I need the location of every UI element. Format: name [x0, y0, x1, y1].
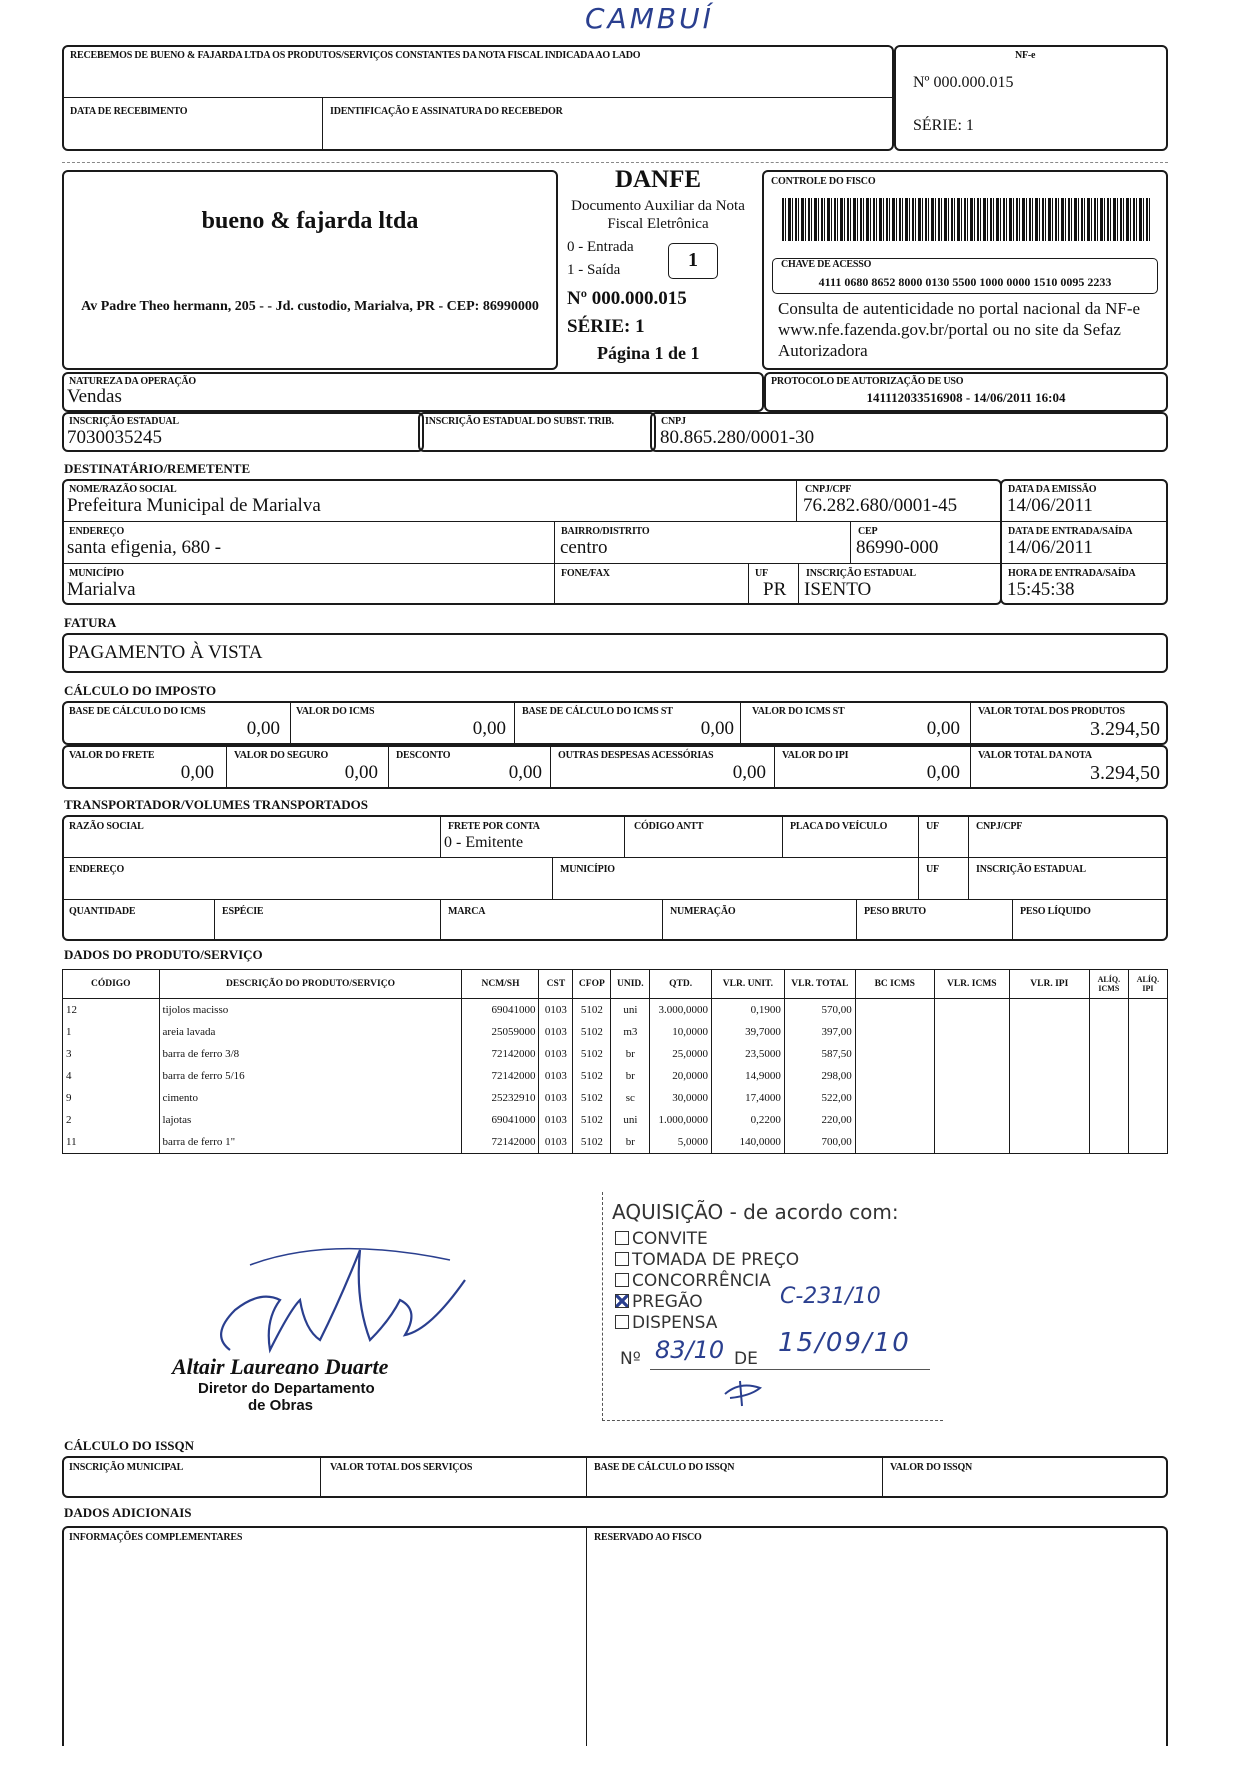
carrier-address-label: ENDEREÇO [69, 864, 125, 875]
recipient-name-label: NOME/RAZÃO SOCIAL [69, 484, 177, 495]
table-row [63, 1131, 1168, 1154]
col-ncm: NCM/SH [462, 970, 539, 999]
volume-species-label: ESPÉCIE [222, 906, 264, 917]
cell-description: areia lavada [159, 1021, 462, 1043]
stamp-dispensa-label: DISPENSA [632, 1313, 718, 1333]
cell-empty [1128, 1087, 1167, 1109]
stamp-number: 83/10 [655, 1336, 725, 1364]
cell-empty [934, 999, 1009, 1022]
access-key: 4111 0680 8652 8000 0130 5500 1000 0000 1510 0095 2233 [818, 275, 1112, 289]
cell-qty: 3.000,0000 [650, 999, 712, 1022]
cell-unit-price: 0,1900 [711, 999, 784, 1022]
transport-box [62, 815, 1168, 941]
receipt-series: SÉRIE: 1 [913, 117, 974, 134]
cell-cst: 0103 [539, 1131, 573, 1154]
ipi-value: 0,00 [926, 762, 960, 783]
recipient-address: santa efigenia, 680 - [67, 537, 222, 558]
products-table [62, 969, 1168, 1154]
carrier-uf2-label: UF [926, 864, 939, 875]
cell-empty [1089, 1131, 1128, 1154]
checkbox-concorrencia [615, 1273, 629, 1287]
signature-role-line1: Diretor do Departamento [198, 1380, 375, 1397]
icms-st-value-label: VALOR DO ICMS ST [752, 706, 845, 717]
col-vlr-icms: VLR. ICMS [934, 970, 1009, 999]
cell-empty [1089, 1065, 1128, 1087]
receipt-signature-label: IDENTIFICAÇÃO E ASSINATURA DO RECEBEDOR [330, 106, 563, 117]
icms-st-base-value: 0,00 [700, 718, 734, 739]
cell-total: 298,00 [784, 1065, 855, 1087]
carrier-name-label: RAZÃO SOCIAL [69, 821, 144, 832]
stamp-concorrencia-label: CONCORRÊNCIA [632, 1271, 771, 1291]
cell-empty [855, 1065, 934, 1087]
cell-unit: uni [611, 1109, 650, 1131]
icms-base-label: BASE DE CÁLCULO DO ICMS [69, 706, 206, 717]
ipi-label: VALOR DO IPI [782, 750, 849, 761]
invoice-total-value: 3.294,50 [1090, 762, 1160, 784]
recipient-ie-label: INSCRIÇÃO ESTADUAL [806, 568, 916, 579]
cell-empty [1009, 1131, 1089, 1154]
cell-cfop: 5102 [573, 999, 611, 1022]
recipient-section: DESTINATÁRIO/REMETENTE [64, 461, 251, 476]
recipient-name: Prefeitura Municipal de Marialva [67, 495, 321, 516]
complementary-info-label: INFORMAÇÕES COMPLEMENTARES [69, 1532, 243, 1543]
cell-total: 587,50 [784, 1043, 855, 1065]
col-cst: CST [539, 970, 573, 999]
cell-empty [1128, 1043, 1167, 1065]
cnpj-value: 80.865.280/0001-30 [660, 427, 815, 448]
cell-total: 570,00 [784, 999, 855, 1022]
cell-unit: sc [611, 1087, 650, 1109]
cell-empty [855, 1087, 934, 1109]
freight-by-label: FRETE POR CONTA [448, 821, 540, 832]
cell-cfop: 5102 [573, 1021, 611, 1043]
cell-qty: 5,0000 [650, 1131, 712, 1154]
volume-qty-label: QUANTIDADE [69, 906, 136, 917]
signature-scribble [190, 1240, 470, 1370]
checkbox-pregao-checked [615, 1294, 629, 1308]
cell-empty [855, 999, 934, 1022]
cell-total: 700,00 [784, 1131, 855, 1154]
nature-label: NATUREZA DA OPERAÇÃO [69, 376, 196, 387]
cell-cst: 0103 [539, 1021, 573, 1043]
danfe-exit: 1 - Saída [567, 262, 621, 278]
col-qty: QTD. [650, 970, 712, 999]
recipient-district-label: BAIRRO/DISTRITO [561, 526, 650, 537]
cell-unit: uni [611, 999, 650, 1022]
cell-total: 522,00 [784, 1087, 855, 1109]
discount-label: DESCONTO [396, 750, 451, 761]
danfe-page: Página 1 de 1 [597, 343, 700, 363]
net-weight-label: PESO LÍQUIDO [1020, 906, 1091, 917]
cell-cfop: 5102 [573, 1109, 611, 1131]
icms-value-label: VALOR DO ICMS [296, 706, 375, 717]
cell-total: 397,00 [784, 1021, 855, 1043]
stamp-option-convite [615, 1229, 708, 1249]
transport-section: TRANSPORTADOR/VOLUMES TRANSPORTADOS [64, 797, 369, 812]
cell-empty [934, 1043, 1009, 1065]
carrier-cnpj-label: CNPJ/CPF [976, 821, 1023, 832]
received-text: RECEBEMOS DE BUENO & FAJARDA LTDA OS PRODUTOS/SERVIÇOS CONSTANTES DA NOTA FISCAL INDICADA AO LADO [70, 50, 641, 61]
cell-cfop: 5102 [573, 1087, 611, 1109]
cell-ncm: 72142000 [462, 1065, 539, 1087]
entry-time: 15:45:38 [1007, 579, 1075, 600]
barcode [782, 198, 1152, 241]
ie-label: INSCRIÇÃO ESTADUAL [69, 416, 179, 427]
col-aliq-ipi: ALÍQ. IPI [1128, 970, 1167, 999]
carrier-city-label: MUNICÍPIO [560, 864, 615, 875]
cell-total: 220,00 [784, 1109, 855, 1131]
col-unit-price: VLR. UNIT. [711, 970, 784, 999]
services-total-label: VALOR TOTAL DOS SERVIÇOS [330, 1462, 473, 1473]
cell-ncm: 72142000 [462, 1131, 539, 1154]
danfe-entry: 0 - Entrada [567, 239, 634, 255]
cell-description: tijolos macisso [159, 999, 462, 1022]
icms-st-base-label: BASE DE CÁLCULO DO ICMS ST [522, 706, 673, 717]
recipient-uf: PR [763, 579, 787, 600]
col-cfop: CFOP [573, 970, 611, 999]
additional-section: DADOS ADICIONAIS [64, 1505, 192, 1520]
cell-empty [1009, 1109, 1089, 1131]
invoice-section: FATURA [64, 615, 117, 630]
cell-unit-price: 17,4000 [711, 1087, 784, 1109]
table-row [63, 1109, 1168, 1131]
cell-empty [1009, 1043, 1089, 1065]
cell-cst: 0103 [539, 1109, 573, 1131]
stamp-date: 15/09/10 [778, 1328, 911, 1358]
stamp-option-pregao [615, 1292, 703, 1312]
stamp-tomada-label: TOMADA DE PREÇO [632, 1250, 800, 1270]
cell-empty [1089, 1043, 1128, 1065]
stamp-convite-label: CONVITE [632, 1229, 708, 1249]
issqn-section: CÁLCULO DO ISSQN [64, 1438, 195, 1453]
entry-time-label: HORA DE ENTRADA/SAÍDA [1008, 568, 1136, 579]
cell-empty [1128, 1109, 1167, 1131]
volume-brand-label: MARCA [448, 906, 486, 917]
cell-unit-price: 14,9000 [711, 1065, 784, 1087]
nature-value: Vendas [67, 386, 122, 407]
recipient-city-label: MUNICÍPIO [69, 568, 124, 579]
table-row [63, 999, 1168, 1022]
table-row [63, 1043, 1168, 1065]
cell-unit: br [611, 1043, 650, 1065]
cell-qty: 25,0000 [650, 1043, 712, 1065]
cell-empty [855, 1021, 934, 1043]
cell-empty [855, 1131, 934, 1154]
receipt-number: Nº 000.000.015 [913, 74, 1014, 91]
entry-date: 14/06/2011 [1007, 537, 1093, 558]
carrier-ie-label: INSCRIÇÃO ESTADUAL [976, 864, 1086, 875]
cell-empty [934, 1131, 1009, 1154]
access-key-label: CHAVE DE ACESSO [781, 259, 872, 270]
product-rows [63, 999, 1168, 1154]
danfe-subtitle: Documento Auxiliar da Nota Fiscal Eletrônica [571, 198, 745, 232]
cell-empty [934, 1109, 1009, 1131]
cell-code: 12 [63, 999, 160, 1022]
recipient-cep-label: CEP [858, 526, 878, 537]
cell-empty [934, 1065, 1009, 1087]
pregao-handwritten-note: C-231/10 [780, 1284, 881, 1309]
ie-st-label: INSCRIÇÃO ESTADUAL DO SUBST. TRIB. [425, 416, 614, 427]
icms-base-value: 0,00 [246, 718, 280, 739]
cell-ncm: 69041000 [462, 1109, 539, 1131]
cell-code: 11 [63, 1131, 160, 1154]
checkbox-convite [615, 1231, 629, 1245]
issqn-value-label: VALOR DO ISSQN [890, 1462, 973, 1473]
issue-date-label: DATA DA EMISSÃO [1008, 484, 1097, 495]
cell-unit: br [611, 1131, 650, 1154]
signature-name: Altair Laureano Duarte [172, 1354, 389, 1379]
handwritten-location: CAMBUÍ [585, 2, 714, 35]
stamp-date-prefix: DE [734, 1349, 758, 1369]
cell-qty: 1.000,0000 [650, 1109, 712, 1131]
cell-cfop: 5102 [573, 1065, 611, 1087]
products-total-value: 3.294,50 [1090, 718, 1160, 740]
carrier-uf-label: UF [926, 821, 939, 832]
cell-description: lajotas [159, 1109, 462, 1131]
cell-empty [1128, 1021, 1167, 1043]
recipient-ie: ISENTO [804, 579, 872, 600]
invoice-payment: PAGAMENTO À VISTA [68, 642, 263, 663]
cell-qty: 30,0000 [650, 1087, 712, 1109]
cell-qty: 20,0000 [650, 1065, 712, 1087]
freight-value-label: VALOR DO FRETE [69, 750, 155, 761]
table-row [63, 1087, 1168, 1109]
discount-value: 0,00 [508, 762, 542, 783]
table-row [63, 1065, 1168, 1087]
danfe-series: SÉRIE: 1 [567, 316, 645, 337]
cell-ncm: 69041000 [462, 999, 539, 1022]
cell-empty [1009, 999, 1089, 1022]
col-vlr-ipi: VLR. IPI [1009, 970, 1089, 999]
issuer-name: bueno & fajarda ltda [201, 208, 419, 234]
stamp-option-dispensa [615, 1313, 717, 1333]
stamp-title: AQUISIÇÃO - de acordo com: [612, 1200, 899, 1224]
danfe-title: DANFE [614, 166, 702, 193]
cell-cst: 0103 [539, 1043, 573, 1065]
recipient-address-label: ENDEREÇO [69, 526, 125, 537]
cell-ncm: 72142000 [462, 1043, 539, 1065]
cell-empty [1089, 1109, 1128, 1131]
plate-label: PLACA DO VEÍCULO [790, 821, 888, 832]
invoice-total-label: VALOR TOTAL DA NOTA [978, 750, 1092, 761]
cell-unit-price: 39,7000 [711, 1021, 784, 1043]
col-bc-icms: BC ICMS [855, 970, 934, 999]
cell-empty [1009, 1021, 1089, 1043]
recipient-cnpj: 76.282.680/0001-45 [803, 495, 958, 516]
checkbox-tomada [615, 1252, 629, 1266]
stamp-pregao-label: PREGÃO [632, 1292, 703, 1312]
cell-qty: 10,0000 [650, 1021, 712, 1043]
danfe-type-box: 1 [668, 243, 718, 279]
freight-value: 0,00 [180, 762, 214, 783]
danfe-number: Nº 000.000.015 [567, 288, 687, 309]
col-unit: UNID. [611, 970, 650, 999]
insurance-value: 0,00 [344, 762, 378, 783]
insurance-label: VALOR DO SEGURO [234, 750, 329, 761]
cell-code: 9 [63, 1087, 160, 1109]
other-expenses-value: 0,00 [732, 762, 766, 783]
protocol-value: 141112033516908 - 14/06/2011 16:04 [866, 390, 1066, 405]
cell-empty [1089, 1087, 1128, 1109]
products-section: DADOS DO PRODUTO/SERVIÇO [64, 947, 263, 962]
ie-value: 7030035245 [67, 427, 162, 448]
cell-description: cimento [159, 1087, 462, 1109]
products-total-label: VALOR TOTAL DOS PRODUTOS [978, 706, 1125, 717]
tax-section: CÁLCULO DO IMPOSTO [64, 683, 217, 698]
fisco-control-label: CONTROLE DO FISCO [771, 176, 876, 187]
gross-weight-label: PESO BRUTO [864, 906, 926, 917]
cell-empty [1009, 1087, 1089, 1109]
issue-date: 14/06/2011 [1007, 495, 1093, 516]
cnpj-label: CNPJ [661, 416, 686, 427]
cell-empty [1009, 1065, 1089, 1087]
col-code: CÓDIGO [63, 970, 160, 999]
stamp-option-concorrencia [615, 1271, 771, 1291]
protocol-label: PROTOCOLO DE AUTORIZAÇÃO DE USO [771, 376, 964, 387]
cell-empty [1128, 999, 1167, 1022]
issuer-address: Av Padre Theo hermann, 205 - - Jd. custodio, Marialva, PR - CEP: 86990000 [81, 299, 539, 314]
entry-date-label: DATA DE ENTRADA/SAÍDA [1008, 526, 1133, 537]
icms-value: 0,00 [472, 718, 506, 739]
recipient-cnpj-label: CNPJ/CPF [805, 484, 852, 495]
stamp-option-tomada [615, 1250, 799, 1270]
cell-empty [934, 1021, 1009, 1043]
icms-st-value: 0,00 [926, 718, 960, 739]
cell-cst: 0103 [539, 1087, 573, 1109]
additional-box [62, 1526, 1168, 1746]
cell-description: barra de ferro 3/8 [159, 1043, 462, 1065]
issqn-base-label: BASE DE CÁLCULO DO ISSQN [594, 1462, 735, 1473]
cell-empty [1089, 999, 1128, 1022]
cell-cfop: 5102 [573, 1043, 611, 1065]
freight-by-value: 0 - Emitente [444, 834, 524, 851]
cell-code: 4 [63, 1065, 160, 1087]
recipient-phone-label: FONE/FAX [561, 568, 610, 579]
stamp-number-prefix: Nº [620, 1349, 641, 1369]
cell-code: 1 [63, 1021, 160, 1043]
nfe-label: NF-e [1015, 50, 1036, 61]
recipient-city: Marialva [67, 579, 136, 600]
cell-unit-price: 23,5000 [711, 1043, 784, 1065]
table-row [63, 1021, 1168, 1043]
cell-unit-price: 140,0000 [711, 1131, 784, 1154]
cell-cst: 0103 [539, 1065, 573, 1087]
col-total: VLR. TOTAL [784, 970, 855, 999]
cell-empty [1128, 1131, 1167, 1154]
signature-role-line2: de Obras [248, 1397, 314, 1414]
cell-description: barra de ferro 5/16 [159, 1065, 462, 1087]
issuer-box [62, 170, 558, 370]
recipient-cep: 86990-000 [856, 537, 939, 558]
cell-cfop: 5102 [573, 1131, 611, 1154]
volume-numbering-label: NUMERAÇÃO [670, 906, 736, 917]
cell-empty [855, 1109, 934, 1131]
cell-code: 2 [63, 1109, 160, 1131]
cell-cst: 0103 [539, 999, 573, 1022]
checkbox-dispensa [615, 1315, 629, 1329]
cell-code: 3 [63, 1043, 160, 1065]
receipt-date-label: DATA DE RECEBIMENTO [70, 106, 188, 117]
col-aliq-icms: ALÍQ. ICMS [1089, 970, 1128, 999]
cell-unit-price: 0,2200 [711, 1109, 784, 1131]
antt-label: CÓDIGO ANTT [634, 821, 704, 832]
stamp-initial-mark [720, 1376, 770, 1410]
cell-empty [1128, 1065, 1167, 1087]
cell-empty [934, 1087, 1009, 1109]
recipient-uf-label: UF [755, 568, 768, 579]
cell-unit: br [611, 1065, 650, 1087]
consult-text: Consulta de autenticidade no portal nacional da NF-e www.nfe.fazenda.gov.br/portal ou no site da Sefaz Autorizadora [778, 299, 1141, 360]
cell-empty [1089, 1021, 1128, 1043]
recipient-district: centro [560, 537, 608, 558]
cell-ncm: 25059000 [462, 1021, 539, 1043]
cell-description: barra de ferro 1" [159, 1131, 462, 1154]
reserved-fisco-label: RESERVADO AO FISCO [594, 1532, 702, 1543]
other-expenses-label: OUTRAS DESPESAS ACESSÓRIAS [558, 750, 714, 761]
cell-unit: m3 [611, 1021, 650, 1043]
cell-empty [855, 1043, 934, 1065]
cell-ncm: 25232910 [462, 1087, 539, 1109]
municipal-registration-label: INSCRIÇÃO MUNICIPAL [69, 1462, 184, 1473]
col-description: DESCRIÇÃO DO PRODUTO/SERVIÇO [159, 970, 462, 999]
